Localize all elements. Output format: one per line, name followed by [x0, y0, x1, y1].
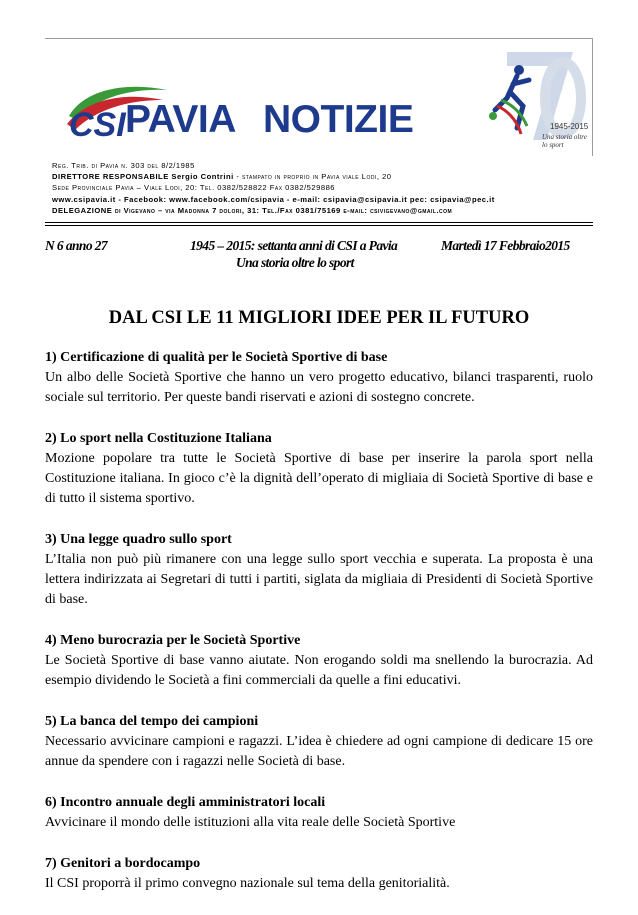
delegation-rest: di Vigevano – via Madonna 7 dolori, 31: Tel./Fax 0381/75169 e-mail: csivigevano@gmail.com: [112, 205, 453, 215]
item-title: 1) Certificazione di qualità per le Società Sportive di base: [45, 350, 388, 365]
item-title: 6) Incontro annuale degli amministratori locali: [45, 795, 326, 810]
item-title: 2) Lo sport nella Costituzione Italiana: [45, 431, 272, 446]
director-rest: - stampato in proprio in Pavia viale Lodi, 20: [233, 172, 392, 182]
registry-line-5: [52, 205, 597, 216]
provincial-office-label: Sede Provinciale: [52, 183, 113, 193]
masthead-frame-top: [45, 38, 593, 39]
divider-top: [45, 222, 593, 223]
list-item: [45, 854, 593, 894]
list-item: [45, 712, 593, 772]
list-item: [45, 429, 593, 509]
issue-slogan-line-1: 1945 – 2015: settanta anni di CSI a Pavia: [190, 238, 398, 253]
registry-line-3: [52, 182, 597, 193]
list-item: [45, 793, 593, 833]
item-text: Le Società Sportive di base vanno aiutate. Non erogando soldi ma snellendo la burocrazia. Ad esempio dividendo le Società a fini commerciali da quelle a fini educativi.: [45, 653, 593, 688]
list-item: [45, 530, 593, 610]
brand-notizie: NOTIZIE: [263, 98, 414, 141]
article-body: [45, 348, 593, 915]
item-text: Il CSI proporrà il primo convegno nazionale sul tema della genitorialità.: [45, 876, 450, 891]
masthead: [45, 38, 593, 156]
item-title: 7) Genitori a bordocampo: [45, 856, 201, 871]
list-item: [45, 348, 593, 408]
item-title: 5) La banca del tempo dei campioni: [45, 714, 259, 729]
item-title: 4) Meno burocrazia per le Società Sportive: [45, 633, 301, 648]
item-text: Avvicinare il mondo delle istituzioni alla vita reale delle Società Sportive: [45, 815, 456, 830]
issue-number: N 6 anno 27: [45, 238, 108, 253]
logo-prefix-text: CSI: [69, 106, 126, 144]
registry-line-2: [52, 171, 597, 182]
registry-info: [52, 160, 597, 216]
item-text: Un albo delle Società Sportive che hanno un vero progetto educativo, bilanci trasparenti, ruolo sociale sul territorio. Per queste bandi riservati e azioni di sostegno concrete.: [45, 370, 593, 405]
item-text: Necessario avvicinare campioni e ragazzi. L’idea è chiedere ad ogni campione di dedicare 15 ore annue da spendere con i ragazzi nelle Società di base.: [45, 734, 593, 769]
item-text: Mozione popolare tra tutte le Società Sportive di base per inserire la parola sport nella Costituzione italiana. In gioco c’è la dignità dell’operato di migliaia di Società Sportive di base e di tutto il sistema sportivo.: [45, 451, 593, 506]
list-item: [45, 631, 593, 691]
anniversary-tagline: Una storia oltre lo sport: [542, 133, 587, 149]
registry-line-1: Reg. Trib. di Pavia n. 303 del 8/2/1985: [52, 161, 195, 170]
director-label: DIRETTORE RESPONSABILE Sergio Contrini: [52, 172, 234, 182]
brand-pavia: PAVIA: [125, 98, 236, 141]
anniversary-years: 1945-2015: [550, 122, 589, 131]
item-title: 3) Una legge quadro sullo sport: [45, 532, 232, 547]
divider-top-double: [45, 225, 593, 226]
article-headline: DAL CSI LE 11 MIGLIORI IDEE PER IL FUTURO: [108, 308, 530, 328]
registry-line-4: www.csipavia.it - Facebook: www.facebook.com/csipavia - e-mail: csipavia@csipavia.it pec: csipavia@pec.it: [52, 194, 495, 204]
issue-date: Martedì 17 Febbraio2015: [441, 238, 570, 253]
issue-slogan-line-2: Una storia oltre lo sport: [236, 255, 354, 270]
provincial-office-rest: Pavia – Viale Lodi, 20: Tel. 0382/528822 Fax 0382/529886: [112, 183, 336, 193]
delegation-label: DELEGAZIONE: [52, 205, 113, 215]
item-text: L’Italia non può più rimanere con una legge sullo sport vecchia e superata. La proposta è una lettera indirizzata ai Segretari di tutti i partiti, siglata da migliaia di Presidenti di Società Sportive di base.: [45, 552, 593, 607]
